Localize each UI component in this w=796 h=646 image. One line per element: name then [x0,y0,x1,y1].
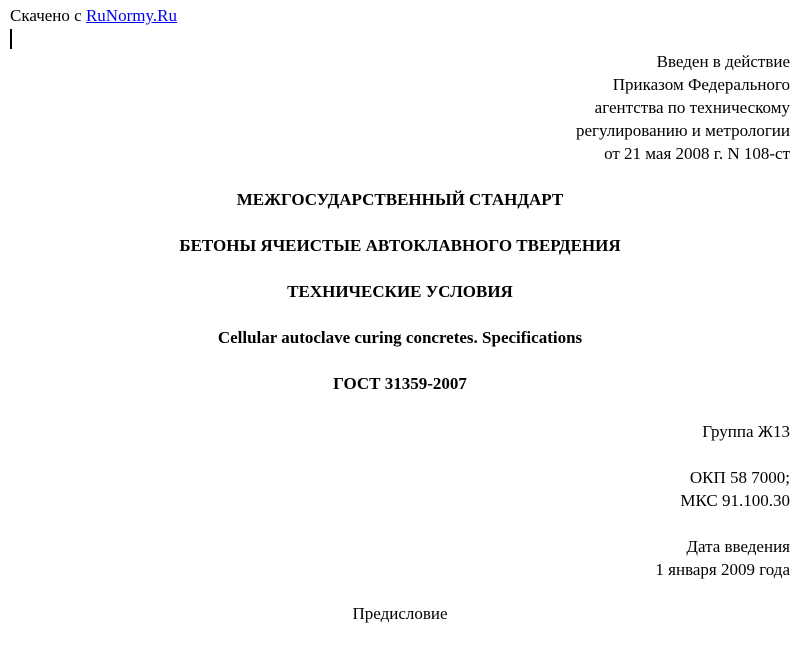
mks-code: МКС 91.100.30 [680,491,790,510]
download-source-prefix: Скачено с [10,6,86,25]
okp-code: ОКП 58 7000; [689,468,790,487]
enactment-line: Приказом Федерального [612,75,790,94]
enactment-line: от 21 мая 2008 г. N 108-ст [604,144,790,163]
runormy-link[interactable]: RuNormy.Ru [85,6,177,25]
document-subtitle: ТЕХНИЧЕСКИЕ УСЛОВИЯ [287,282,513,301]
introduction-date-value: 1 января 2009 года [655,560,790,579]
english-title: Cellular autoclave curing concretes. Specifications [217,328,583,347]
text-cursor [10,29,12,49]
group-block [702,420,790,443]
enactment-line: Введен в действие [656,52,790,71]
document-title: БЕТОНЫ ЯЧЕИСТЫЕ АВТОКЛАВНОГО ТВЕРДЕНИЯ [179,236,621,255]
interstate-standard-heading: МЕЖГОСУДАРСТВЕННЫЙ СТАНДАРТ [236,190,564,209]
download-source-line [10,5,177,27]
group-code: Группа Ж13 [702,422,790,441]
gost-number: ГОСТ 31359-2007 [333,374,467,393]
foreword-heading: Предисловие [352,604,448,623]
classification-block [680,466,790,512]
enactment-block [576,50,790,165]
enactment-line: агентства по техническому [594,98,790,117]
introduction-date-block [655,535,790,581]
introduction-date-label: Дата введения [686,537,790,556]
enactment-line: регулированию и метрологии [575,121,790,140]
